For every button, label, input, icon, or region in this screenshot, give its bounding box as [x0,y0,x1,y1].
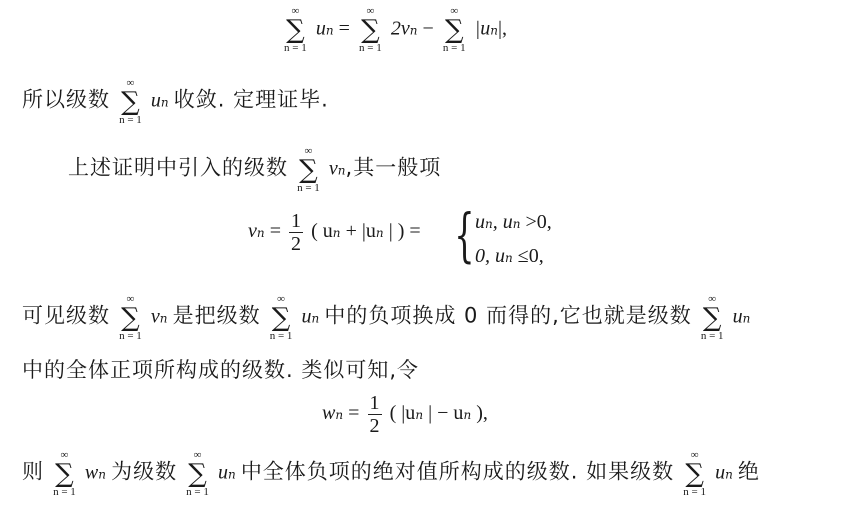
sum-symbol: ∞ ∑ n = 1 [442,5,466,54]
equation-1: ∞ ∑ n = 1 un = ∞ ∑ n = 1 2vn − ∞ ∑ n = 1 |un|, [284,5,507,54]
sum-symbol: ∞ ∑ n = 1 [359,5,382,54]
sum-symbol: ∞ ∑ n = 1 [683,449,706,498]
sum-symbol: ∞ ∑ n = 1 [284,5,307,54]
sum-symbol: ∞ ∑ n = 1 [119,293,142,342]
equation-v-def: vn = $\frac{1}{2}$ ( un + |un | ) = [248,210,421,255]
sum-symbol: ∞ ∑ n = 1 [297,145,320,194]
text-line-2: 所以级数 ∞ ∑ n = 1 un 收敛. 定理证毕. [22,77,329,126]
equation-w-def: wn = $\frac{1}{2}$ ( |un | − un ), [322,392,488,437]
cases-brace: { [454,201,475,269]
text-line-6: 中的全体正项所构成的级数. 类似可知,令 [22,358,420,382]
sum-symbol: ∞ ∑ n = 1 [53,449,76,498]
sum-symbol: ∞ ∑ n = 1 [119,77,142,126]
sum-symbol: ∞ ∑ n = 1 [700,293,724,342]
case-positive: un, un >0, [475,211,552,233]
text-line-3: 上述证明中引入的级数 ∞ ∑ n = 1 vn,其一般项 [68,145,442,194]
fraction-half: $\frac{1}{2}$ [369,392,380,437]
text-line-5: 可见级数 ∞ ∑ n = 1 vn 是把级数 ∞ ∑ n = 1 un 中的负项换成 0 而得的,它也就是级数 ∞ ∑ n = 1 un [22,293,751,342]
sum-symbol: ∞ ∑ n = 1 [186,449,209,498]
text-line-8: 则 ∞ ∑ n = 1 wn 为级数 ∞ ∑ n = 1 un 中全体负项的绝对值所构成的级数. 如果级数 ∞ ∑ n = 1 un 绝 [22,449,760,498]
fraction-half: $\frac{1}{2}$ [291,210,301,255]
case-nonpositive: 0, un ≤0, [475,245,544,267]
sum-symbol: ∞ ∑ n = 1 [269,293,293,342]
